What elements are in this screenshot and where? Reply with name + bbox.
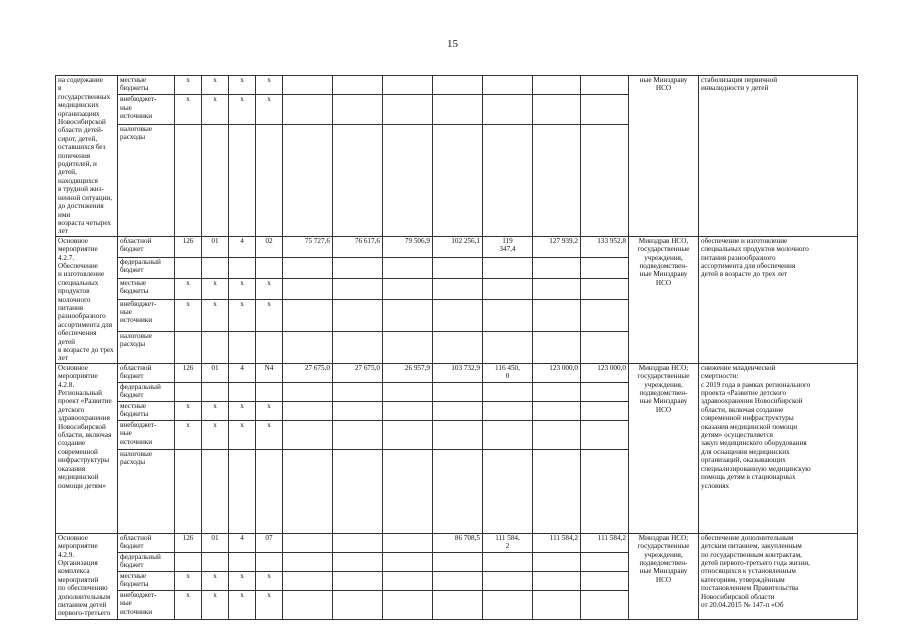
budget-code-cell xyxy=(202,124,229,236)
amount-cell xyxy=(533,420,581,449)
budget-code-cell: х xyxy=(256,401,283,420)
funding-source: федеральный бюджет xyxy=(118,257,175,278)
amount-cell xyxy=(283,76,333,95)
funding-source: налоговые расходы xyxy=(118,449,175,533)
budget-code-cell: х xyxy=(202,401,229,420)
amount-cell: 103 732,9 xyxy=(433,363,483,382)
amount-cell: 111 584,2 xyxy=(533,533,581,552)
amount-cell xyxy=(383,331,433,363)
amount-cell xyxy=(333,299,383,331)
budget-code-cell: х xyxy=(175,571,202,590)
amount-cell xyxy=(581,76,629,95)
amount-cell xyxy=(283,401,333,420)
amount-cell xyxy=(483,449,533,533)
budget-code-cell xyxy=(229,124,256,236)
amount-cell xyxy=(581,382,629,401)
amount-cell xyxy=(333,590,383,619)
amount-cell xyxy=(383,278,433,299)
funding-source: внебюджет- ные источники xyxy=(118,420,175,449)
budget-code-cell: 01 xyxy=(202,533,229,552)
expected-result-cell: стабилизация первичной инвалидности у детей xyxy=(699,76,858,237)
budget-code-cell: 02 xyxy=(256,236,283,257)
budget-code-cell: х xyxy=(202,420,229,449)
amount-cell xyxy=(383,257,433,278)
budget-code-cell: х xyxy=(175,590,202,619)
funding-source: областной бюджет xyxy=(118,236,175,257)
activity-description: Основное мероприятие 4.2.9. Организация комплекса мероприятий по обеспечению дополнительным питанием детей первого-третьего xyxy=(56,533,118,619)
executor-cell: ные Минздраву НСО xyxy=(629,76,699,237)
amount-cell xyxy=(433,571,483,590)
amount-cell xyxy=(483,299,533,331)
amount-cell xyxy=(483,590,533,619)
budget-code-cell: х xyxy=(229,299,256,331)
budget-code-cell xyxy=(229,257,256,278)
amount-cell: 133 952,8 xyxy=(581,236,629,257)
amount-cell xyxy=(483,382,533,401)
amount-cell xyxy=(283,420,333,449)
budget-code-cell xyxy=(175,552,202,571)
budget-code-cell: 126 xyxy=(175,533,202,552)
amount-cell xyxy=(533,278,581,299)
amount-cell xyxy=(433,401,483,420)
budget-code-cell: 01 xyxy=(202,363,229,382)
amount-cell: 127 939,2 xyxy=(533,236,581,257)
amount-cell xyxy=(483,571,533,590)
amount-cell xyxy=(533,299,581,331)
amount-cell xyxy=(581,278,629,299)
budget-code-cell: 126 xyxy=(175,236,202,257)
amount-cell xyxy=(383,401,433,420)
funding-source: внебюджет- ные источники xyxy=(118,95,175,124)
budget-code-cell: х xyxy=(229,420,256,449)
amount-cell xyxy=(533,331,581,363)
amount-cell xyxy=(581,95,629,124)
budget-code-cell: х xyxy=(202,76,229,95)
expected-result-cell: снижение младенческой смертности: с 2019 года в рамках регионального проекта «Развитие детского здравоохранения Новосибирской области, включая создание современной инфраструктуры оказания медицинской помощи детям» осуществляется закуп медицинского оборудования для оснащения медицинских организаций, оказывающих специализированную медицинскую помощь детям в стационарных условиях xyxy=(699,363,858,533)
amount-cell xyxy=(333,76,383,95)
amount-cell xyxy=(581,401,629,420)
funding-source: налоговые расходы xyxy=(118,331,175,363)
budget-code-cell: х xyxy=(229,278,256,299)
funding-source: местные бюджеты xyxy=(118,571,175,590)
funding-source: федеральный бюджет xyxy=(118,552,175,571)
budget-code-cell: х xyxy=(175,420,202,449)
budget-code-cell: 4 xyxy=(229,236,256,257)
budget-code-cell: х xyxy=(202,571,229,590)
amount-cell: 111 584,2 xyxy=(581,533,629,552)
amount-cell xyxy=(283,257,333,278)
amount-cell xyxy=(283,299,333,331)
amount-cell xyxy=(483,95,533,124)
amount-cell xyxy=(333,382,383,401)
budget-code-cell: 07 xyxy=(256,533,283,552)
amount-cell xyxy=(483,124,533,236)
amount-cell xyxy=(581,449,629,533)
amount-cell: 119 347,4 xyxy=(483,236,533,257)
budget-code-cell xyxy=(229,552,256,571)
budget-code-cell xyxy=(202,382,229,401)
funding-source: местные бюджеты xyxy=(118,76,175,95)
funding-source: налоговые расходы xyxy=(118,124,175,236)
amount-cell: 79 506,9 xyxy=(383,236,433,257)
amount-cell xyxy=(283,95,333,124)
program-activities-table xyxy=(55,75,858,620)
activity-description: на содержание в государственных медицинских организациях Новосибирской области детей- сирот, детей, оставшихся без попечения родителей, и детей, находящихся в трудной жиз- ненной ситуации, до достижения ими возраста четырех лет xyxy=(56,76,118,237)
budget-code-cell: х xyxy=(229,95,256,124)
amount-cell xyxy=(383,449,433,533)
amount-cell xyxy=(333,95,383,124)
budget-code-cell: х xyxy=(175,401,202,420)
budget-code-cell xyxy=(175,449,202,533)
amount-cell xyxy=(483,552,533,571)
amount-cell xyxy=(283,590,333,619)
amount-cell xyxy=(283,571,333,590)
amount-cell xyxy=(283,278,333,299)
amount-cell xyxy=(483,331,533,363)
budget-code-cell: х xyxy=(229,590,256,619)
budget-code-cell: х xyxy=(229,76,256,95)
budget-code-cell: 4 xyxy=(229,533,256,552)
amount-cell xyxy=(383,299,433,331)
budget-code-cell xyxy=(175,382,202,401)
amount-cell xyxy=(433,76,483,95)
expected-result-cell: обеспечение дополнительным детским питанием, закупленным по государственным контрактам, детей первого-третьего года жизни, относящихся к установленным категориям, утверждённым постановлением Правительства Новосибирской области от 20.04.2015 № 147-п «Об xyxy=(699,533,858,619)
amount-cell xyxy=(433,95,483,124)
activity-description: Основное мероприятие 4.2.7. Обеспечение и изготовление специальных продуктов молочного питания разнообразного ассортимента для обеспечения детей в возрасте до трех лет xyxy=(56,236,118,363)
amount-cell xyxy=(283,449,333,533)
amount-cell: 111 584, 2 xyxy=(483,533,533,552)
amount-cell xyxy=(433,299,483,331)
budget-code-cell: х xyxy=(256,95,283,124)
amount-cell xyxy=(581,331,629,363)
table-row xyxy=(56,236,858,257)
budget-code-cell: х xyxy=(229,401,256,420)
funding-source: местные бюджеты xyxy=(118,278,175,299)
funding-source: областной бюджет xyxy=(118,533,175,552)
budget-code-cell: х xyxy=(175,299,202,331)
amount-cell: 76 617,6 xyxy=(333,236,383,257)
table-row xyxy=(56,363,858,382)
executor-cell: Минздрав НСО; государственные учреждения, подведомствен- ные Минздраву НСО xyxy=(629,363,699,533)
amount-cell: 123 000,0 xyxy=(581,363,629,382)
budget-code-cell xyxy=(202,449,229,533)
amount-cell xyxy=(483,257,533,278)
page-number: 15 xyxy=(447,38,458,50)
amount-cell xyxy=(333,552,383,571)
amount-cell xyxy=(581,590,629,619)
budget-code-cell: х xyxy=(256,76,283,95)
amount-cell xyxy=(433,420,483,449)
amount-cell xyxy=(333,401,383,420)
budget-code-cell: х xyxy=(256,278,283,299)
budget-code-cell: х xyxy=(229,571,256,590)
budget-code-cell xyxy=(202,331,229,363)
amount-cell xyxy=(333,331,383,363)
budget-code-cell: х xyxy=(202,95,229,124)
expected-result-cell: обеспечение и изготовление специальных продуктов молочного питания разнообразного ассортимента для обеспечения детей в возрасте до трех лет xyxy=(699,236,858,363)
amount-cell xyxy=(333,571,383,590)
budget-code-cell xyxy=(229,331,256,363)
table-row xyxy=(56,76,858,95)
amount-cell xyxy=(433,552,483,571)
amount-cell: 26 957,9 xyxy=(383,363,433,382)
budget-code-cell: х xyxy=(175,76,202,95)
amount-cell: 75 727,6 xyxy=(283,236,333,257)
amount-cell xyxy=(283,552,333,571)
amount-cell xyxy=(433,257,483,278)
budget-code-cell: х xyxy=(256,420,283,449)
amount-cell xyxy=(433,278,483,299)
funding-source: внебюджет- ные источники xyxy=(118,590,175,619)
amount-cell xyxy=(533,552,581,571)
amount-cell xyxy=(433,331,483,363)
funding-source: местные бюджеты xyxy=(118,401,175,420)
amount-cell xyxy=(581,571,629,590)
amount-cell xyxy=(533,95,581,124)
amount-cell: 27 675,0 xyxy=(333,363,383,382)
amount-cell xyxy=(383,124,433,236)
amount-cell xyxy=(433,124,483,236)
amount-cell xyxy=(283,124,333,236)
amount-cell xyxy=(483,420,533,449)
amount-cell xyxy=(383,533,433,552)
budget-code-cell: N4 xyxy=(256,363,283,382)
budget-code-cell xyxy=(229,382,256,401)
executor-cell: Минздрав НСО; государственные учреждения, подведомствен- ные Минздраву НСО xyxy=(629,533,699,619)
budget-code-cell: х xyxy=(202,299,229,331)
amount-cell xyxy=(383,95,433,124)
amount-cell xyxy=(433,449,483,533)
amount-cell xyxy=(483,76,533,95)
amount-cell xyxy=(483,401,533,420)
amount-cell xyxy=(581,552,629,571)
amount-cell xyxy=(581,257,629,278)
budget-code-cell xyxy=(256,382,283,401)
budget-code-cell: х xyxy=(175,95,202,124)
amount-cell xyxy=(333,278,383,299)
amount-cell xyxy=(533,590,581,619)
budget-code-cell xyxy=(256,331,283,363)
budget-code-cell: х xyxy=(256,590,283,619)
amount-cell xyxy=(533,382,581,401)
amount-cell xyxy=(581,299,629,331)
budget-code-cell xyxy=(202,257,229,278)
funding-source: областной бюджет xyxy=(118,363,175,382)
amount-cell xyxy=(383,420,433,449)
budget-code-cell: 01 xyxy=(202,236,229,257)
amount-cell xyxy=(433,382,483,401)
budget-code-cell: х xyxy=(256,299,283,331)
table-body xyxy=(56,76,858,620)
activity-description: Основное мероприятие 4.2.8. Региональный проект «Развитие детского здравоохранения Новосибирской области, включая создание современной инфраструктуры оказания медицинской помощи детям» xyxy=(56,363,118,533)
budget-code-cell: х xyxy=(256,571,283,590)
amount-cell xyxy=(383,552,433,571)
amount-cell xyxy=(283,331,333,363)
table-row xyxy=(56,533,858,552)
budget-code-cell xyxy=(175,257,202,278)
budget-code-cell xyxy=(256,449,283,533)
budget-code-cell xyxy=(175,124,202,236)
amount-cell xyxy=(383,590,433,619)
amount-cell xyxy=(383,76,433,95)
amount-cell xyxy=(533,401,581,420)
amount-cell xyxy=(333,124,383,236)
executor-cell: Минздрав НСО, государственные учреждения, подведомствен- ные Минздраву НСО xyxy=(629,236,699,363)
amount-cell xyxy=(333,533,383,552)
amount-cell xyxy=(533,449,581,533)
amount-cell xyxy=(383,382,433,401)
amount-cell: 123 000,0 xyxy=(533,363,581,382)
amount-cell: 102 256,1 xyxy=(433,236,483,257)
amount-cell xyxy=(283,533,333,552)
budget-code-cell: х xyxy=(202,278,229,299)
amount-cell xyxy=(433,590,483,619)
amount-cell xyxy=(581,420,629,449)
funding-source: федеральный бюджет xyxy=(118,382,175,401)
budget-code-cell: х xyxy=(202,590,229,619)
amount-cell xyxy=(483,278,533,299)
amount-cell xyxy=(333,449,383,533)
budget-code-cell xyxy=(256,257,283,278)
amount-cell xyxy=(533,76,581,95)
amount-cell xyxy=(383,571,433,590)
budget-code-cell xyxy=(256,552,283,571)
amount-cell: 86 708,5 xyxy=(433,533,483,552)
amount-cell xyxy=(533,257,581,278)
amount-cell xyxy=(533,124,581,236)
amount-cell xyxy=(533,571,581,590)
amount-cell xyxy=(333,257,383,278)
budget-code-cell: 4 xyxy=(229,363,256,382)
budget-code-cell xyxy=(229,449,256,533)
amount-cell xyxy=(333,420,383,449)
budget-code-cell: х xyxy=(175,278,202,299)
funding-source: внебюджет- ные источники xyxy=(118,299,175,331)
amount-cell xyxy=(283,382,333,401)
amount-cell: 116 450, 0 xyxy=(483,363,533,382)
budget-code-cell xyxy=(256,124,283,236)
amount-cell: 27 675,0 xyxy=(283,363,333,382)
budget-code-cell xyxy=(175,331,202,363)
budget-code-cell xyxy=(202,552,229,571)
budget-code-cell: 126 xyxy=(175,363,202,382)
amount-cell xyxy=(581,124,629,236)
